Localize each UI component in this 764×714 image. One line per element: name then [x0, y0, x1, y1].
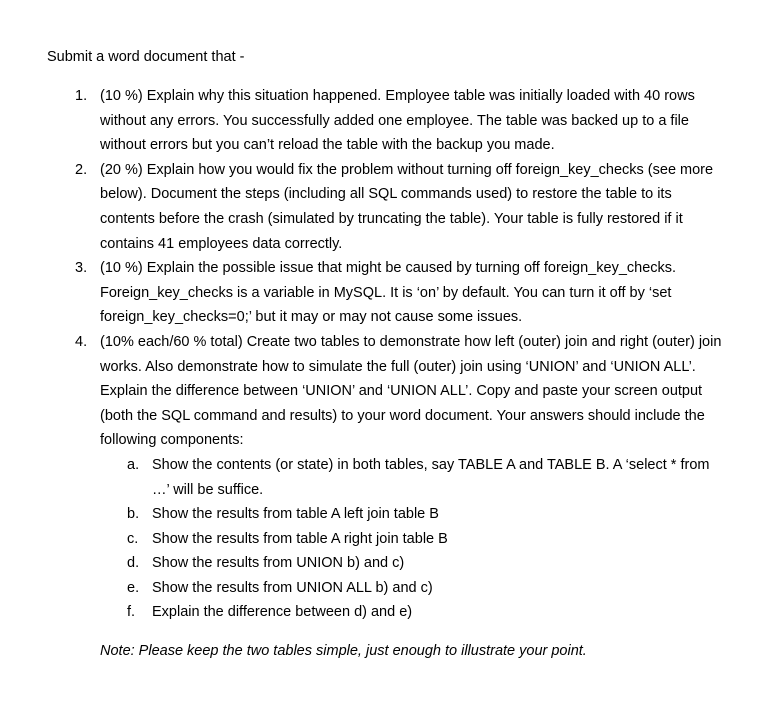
- sub-item-text: Explain the difference between d) and e): [152, 604, 413, 621]
- sub-list-item: [100, 453, 712, 502]
- list-item: [47, 84, 730, 158]
- sub-item-letter: f.: [127, 604, 136, 621]
- sub-item-letter: d.: [127, 555, 140, 572]
- sub-item-text: Show the contents (or state) in both tables, say TABLE A and TABLE B. A ‘select * from …’ will be suffice.: [152, 456, 710, 498]
- spacer: [47, 70, 747, 84]
- item-text: (10% each/60 % total) Create two tables to demonstrate how left (outer) join and right (outer) join works. Also demonstrate how to simulate the full (outer) join using ‘UNION’ and ‘UNION ALL’. Explain the difference between ‘UNION’ and ‘UNION ALL’. Copy and paste your screen output (both the SQL command and results) to your word document. Your answers should include the following components:: [100, 333, 722, 449]
- item-number: 1.: [75, 88, 88, 104]
- sub-item-text: Show the results from table A left join table B: [152, 506, 439, 523]
- sub-item-letter: b.: [127, 506, 140, 523]
- sub-item-letter: a.: [127, 456, 140, 473]
- document-body: [47, 45, 747, 664]
- item-number: 2.: [75, 161, 88, 178]
- sub-item-text: Show the results from table A right join table B: [152, 530, 448, 547]
- sub-item-letter: e.: [127, 579, 140, 596]
- sub-item-text: Show the results from UNION ALL b) and c): [152, 579, 433, 596]
- sub-item-letter: c.: [127, 530, 139, 547]
- sub-list-item: [100, 576, 712, 601]
- item-text: (20 %) Explain how you would fix the problem without turning off foreign_key_checks (see more below). Document the steps (including all SQL commands used) to restore the table to its contents before the crash (simulated by truncating the table). Your table is fully restored if it contains 41 employees data correctly.: [100, 161, 714, 252]
- sub-list-item: [100, 502, 712, 527]
- sub-item-text: Show the results from UNION b) and c): [152, 555, 405, 572]
- sub-list-item: [100, 527, 712, 552]
- assignment-list: [47, 84, 747, 625]
- note-text: Note: Please keep the two tables simple, just enough to illustrate your point.: [100, 643, 587, 660]
- item-number: 4.: [75, 333, 88, 350]
- list-item: [47, 330, 730, 625]
- sub-list-item: [100, 600, 712, 625]
- item-text: (10 %) Explain the possible issue that might be caused by turning off foreign_key_checks. Foreign_key_checks is a variable in MySQL. It is ‘on’ by default. You can turn it off by ‘set foreign_key_checks=0;’ but it may or may not cause some issues.: [100, 260, 677, 326]
- intro-text: Submit a word document that -: [47, 49, 245, 65]
- list-item: [47, 158, 730, 256]
- list-item: [47, 256, 730, 330]
- item-text: (10 %) Explain why this situation happened. Employee table was initially loaded with 40 rows without any errors. You successfully added one employee. The table was backed up to a file without errors but you can’t reload the table with the backup you made.: [100, 88, 695, 154]
- sub-list-item: [100, 551, 712, 576]
- sub-list: [100, 453, 730, 625]
- item-number: 3.: [75, 260, 88, 277]
